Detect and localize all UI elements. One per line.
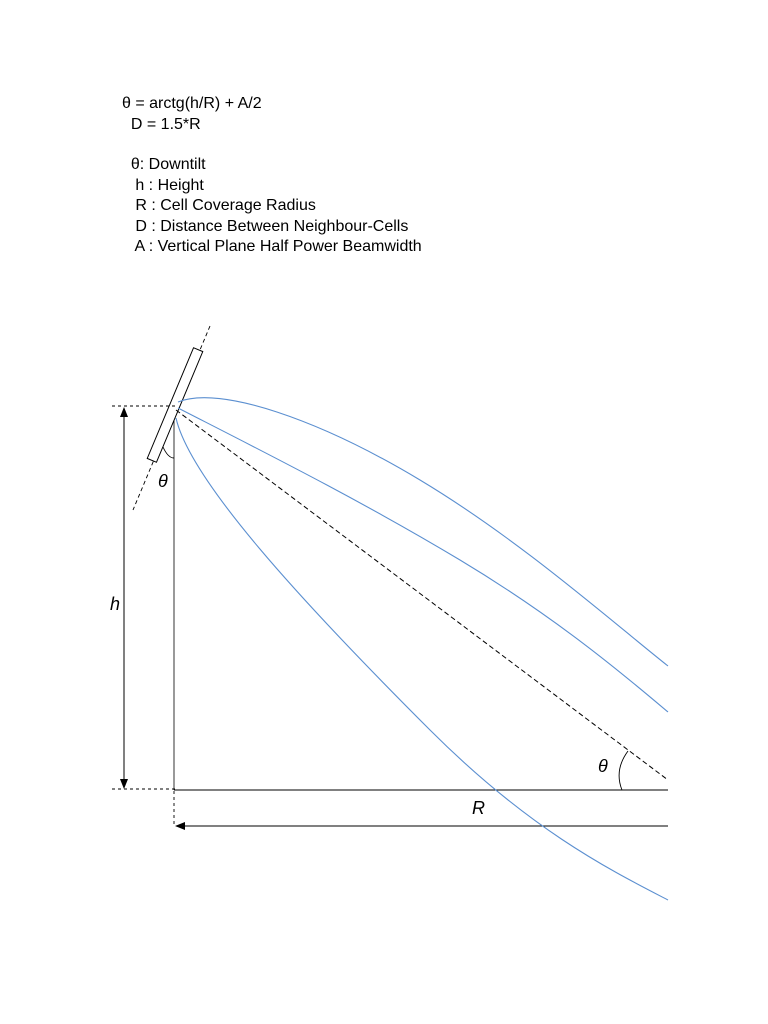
antenna-panel [147, 348, 203, 463]
beam-lower-boundary [176, 418, 668, 900]
h-label: h [110, 594, 121, 614]
formula-downtilt: θ = arctg(h/R) + A/2 [122, 95, 262, 112]
antenna-angle-arc [163, 447, 174, 458]
theta-antenna-label: θ [158, 471, 168, 491]
legend-R: R : Cell Coverage Radius [122, 197, 316, 214]
main-beam-line [176, 410, 668, 780]
ground-angle-arc [619, 751, 628, 790]
beam-upper-boundary [178, 398, 668, 666]
theta-ground-label: θ [598, 756, 608, 776]
beam-center-lobe [178, 408, 668, 712]
R-label: R [472, 798, 485, 818]
legend-h: h : Height [122, 176, 204, 194]
legend-A: A : Vertical Plane Half Power Beamwidth [122, 238, 422, 255]
legend-D: D : Distance Between Neighbour-Cells [122, 217, 409, 235]
legend-theta: θ: Downtilt [122, 156, 206, 173]
formula-distance: D = 1.5*R [122, 115, 201, 133]
